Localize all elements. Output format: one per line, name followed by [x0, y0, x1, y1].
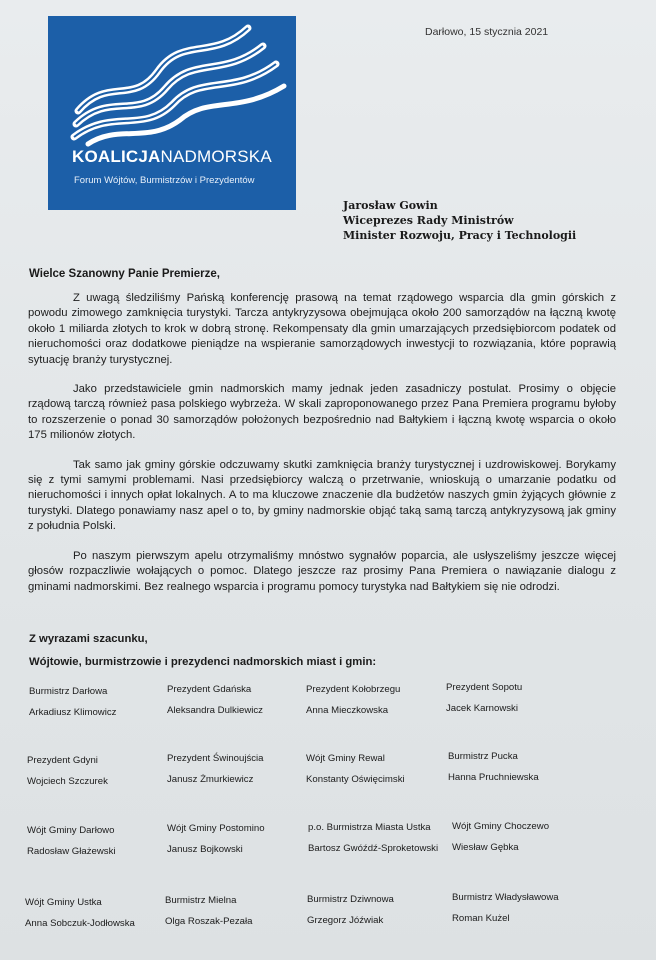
signatory: [306, 753, 405, 786]
signatory: [167, 753, 264, 786]
letter-date: Darłowo, 15 stycznia 2021: [425, 26, 549, 38]
signers-heading: Wójtowie, burmistrzowie i prezydenci nadmorskich miast i gmin:: [29, 656, 377, 668]
signatory-name: Jacek Karnowski: [446, 703, 518, 714]
signatory-name: Aleksandra Dulkiewicz: [167, 705, 263, 716]
signatory-title: Wójt Gminy Postomino: [167, 823, 265, 834]
signatory-name: Wojciech Szczurek: [27, 776, 108, 787]
body-paragraph: Po naszym pierwszym apelu otrzymaliśmy mnóstwo sygnałów poparcia, ale usłyszeliśmy jeszcze więcej głosów rozpaczliwie wołających o pomoc. Dlatego jeszcze raz prosimy Pana Premiera o nawiązanie dialogu z gminami nadmorskimi. Bez realnego wsparcia i programu pomocy turystyka nad Bałtykiem się nie odrodzi.: [28, 549, 616, 593]
signatory: [452, 892, 559, 925]
signatory-title: Wójt Gminy Ustka: [25, 897, 102, 908]
signatory-title: p.o. Burmistrza Miasta Ustka: [308, 822, 431, 833]
logo-name-bold: KOALICJA: [72, 147, 161, 166]
koalicja-nadmorska-logo: [48, 16, 296, 210]
signatory: [27, 755, 108, 788]
signatory-title: Burmistrz Władysławowa: [452, 892, 559, 903]
signatory-title: Burmistrz Mielna: [165, 895, 237, 906]
signatory-title: Prezydent Sopotu: [446, 682, 523, 693]
signatory-title: Wójt Gminy Choczewo: [452, 821, 550, 832]
addressee-role-2: Minister Rozwoju, Pracy i Technologii: [343, 229, 577, 242]
signatory: [307, 894, 394, 927]
signatory: [306, 684, 400, 717]
addressee-block: [343, 198, 576, 243]
signatory: [448, 751, 539, 784]
salutation: Wielce Szanowny Panie Premierze,: [29, 268, 221, 280]
signatory-name: Bartosz Gwóźdź-Sproketowski: [308, 843, 439, 854]
signatory: [167, 823, 265, 856]
signatory: [25, 897, 135, 930]
body-paragraph: Tak samo jak gminy górskie odczuwamy skutki zamknięcia branży turystycznej i uzdrowiskowej. Borykamy się z tymi samymi problemami. Nasi przedsiębiorcy walczą o przetrwanie, wnioskują o umarzanie podatku od nieruchomości i innych opłat lokalnych. A to ma kluczowe znaczenie dla budżetów naszych gmin żyjących głównie z turystyki. Dlatego ponawiamy nasz apel o to, by gminy nadmorskie objąć taką samą tarczą antykryzysową jak gminy z południa Polski.: [28, 458, 616, 533]
signatory: [308, 822, 438, 855]
signatory-name: Janusz Żmurkiewicz: [167, 774, 254, 785]
signatory-name: Konstanty Oświęcimski: [306, 774, 405, 785]
signatory: [29, 686, 116, 719]
signatory-title: Burmistrz Dziwnowa: [307, 894, 394, 905]
signatory: [167, 684, 263, 717]
signatory-title: Wójt Gminy Darłowo: [27, 825, 115, 836]
addressee-name: Jarosław Gowin: [343, 199, 438, 212]
body-paragraph: Z uwagą śledziliśmy Pańską konferencję prasową na temat rządowego wsparcia dla gmin górskich z powodu zimowego zamknięcia turystyki. Tarcza antykryzysowa obejmująca około 200 samorządów na łączną kwotę około 1 miliarda złotych to krok w dobrą stronę. Rekompensaty dla gmin umarzających przedsiębiorcom podatek od nieruchomości oraz dodatkowe pieniądze na wspieranie samorządowych inwestycji to rozwiązania, które poprawią sytuację branży turystycznej.: [28, 292, 616, 366]
body-paragraph: Jako przedstawiciele gmin nadmorskich mamy jednak jeden zasadniczy postulat. Prosimy o objęcie rządową tarczą również pasa polskiego wybrzeża. W skali zaproponowanego przez Pana Premiera programu byłoby to rozszerzenie o ponad 30 samorządów położonych bezpośrednio nad Bałtykiem i łączną kwotę wsparcia o około 175 milionów złotych.: [28, 383, 616, 442]
signatory-name: Grzegorz Jóźwiak: [307, 915, 384, 926]
signatory-title: Prezydent Gdyni: [27, 755, 98, 766]
signatory-name: Olga Roszak-Pezała: [165, 916, 253, 927]
signatory: [27, 825, 116, 858]
signatory-name: Roman Kużel: [452, 913, 510, 924]
signatory-title: Prezydent Świnoujścia: [167, 753, 264, 764]
signatory-name: Wiesław Gębka: [452, 842, 519, 853]
signatory-title: Wójt Gminy Rewal: [306, 753, 385, 764]
letter-body: [28, 291, 616, 609]
logo-name-thin: NADMORSKA: [160, 147, 272, 166]
logo-name: [72, 147, 272, 167]
signatory-name: Arkadiusz Klimowicz: [29, 707, 117, 718]
logo-subtitle: Forum Wójtów, Burmistrzów i Prezydentów: [74, 175, 255, 186]
signatory-name: Anna Sobczuk-Jodłowska: [25, 918, 135, 929]
signatory-name: Radosław Głażewski: [27, 846, 116, 857]
signatory: [452, 821, 549, 854]
signatory-title: Burmistrz Pucka: [448, 751, 518, 762]
signatory-title: Burmistrz Darłowa: [29, 686, 108, 697]
closing-phrase: Z wyrazami szacunku,: [29, 633, 148, 645]
signatory: [165, 895, 252, 928]
signatory-name: Janusz Bojkowski: [167, 844, 243, 855]
signatory-name: Hanna Pruchniewska: [448, 772, 539, 783]
signatory-name: Anna Mieczkowska: [306, 705, 389, 716]
signatory-title: Prezydent Kołobrzegu: [306, 684, 401, 695]
signatory-title: Prezydent Gdańska: [167, 684, 252, 695]
signatory: [446, 682, 522, 715]
addressee-role-1: Wiceprezes Rady Ministrów: [343, 214, 514, 227]
